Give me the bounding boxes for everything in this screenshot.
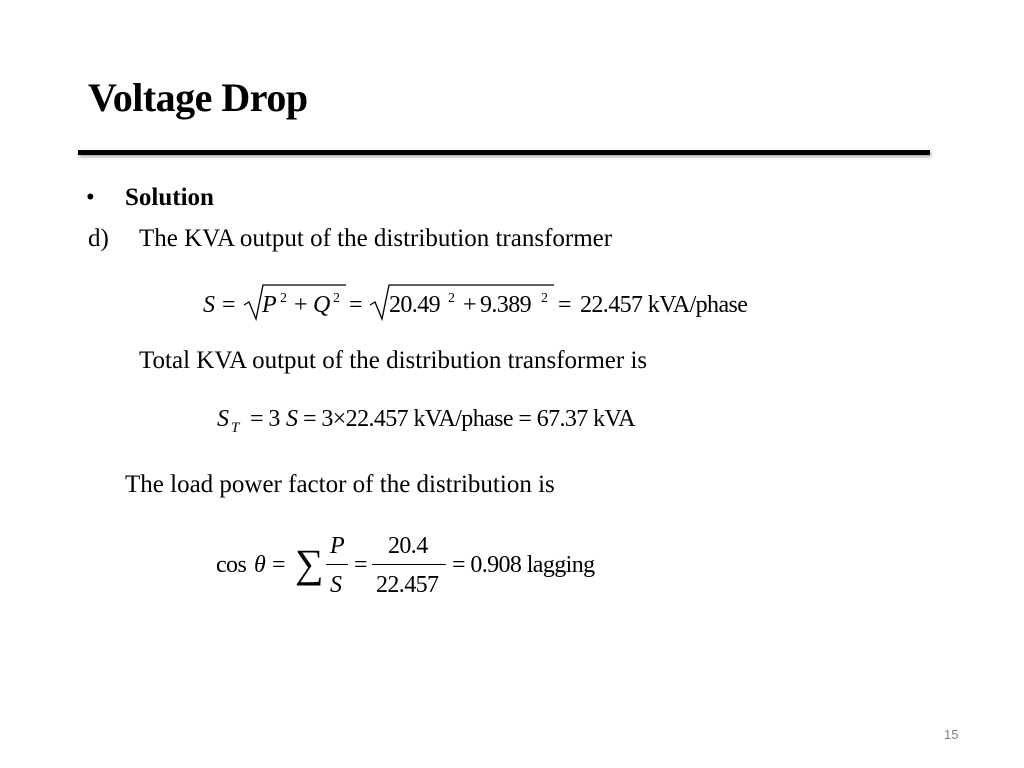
item-marker-d: d): [88, 225, 109, 252]
eq1-lhs: S: [203, 292, 215, 318]
eq1-value-1: 20.49: [389, 292, 441, 318]
fraction-denominator-value: 22.457: [376, 572, 439, 598]
eq1-exp-v1: 2: [448, 291, 455, 306]
eq1-Q: Q: [313, 292, 330, 318]
slide-title: Voltage Drop: [88, 75, 308, 120]
fraction-bar-1: [326, 564, 348, 565]
power-factor-text: The load power factor of the distribution is: [125, 471, 555, 498]
eq3-cos: cos: [216, 552, 247, 578]
sigma-symbol: ∑: [295, 541, 323, 586]
title-divider: [78, 150, 930, 155]
eq3-theta: θ: [254, 552, 266, 578]
bullet-dot: •: [86, 184, 95, 211]
eq3-equals-a: =: [272, 552, 285, 578]
eq1-value-2: 9.389: [480, 292, 532, 318]
fraction-denominator-S: S: [330, 572, 342, 598]
fraction-bar-2: [372, 564, 446, 565]
eq1-plus-2: +: [463, 292, 476, 318]
item-d-text: The KVA output of the distribution transformer: [139, 225, 613, 252]
eq1-plus: +: [294, 292, 307, 318]
total-kva-text: Total KVA output of the distribution transformer is: [139, 347, 648, 374]
solution-heading: Solution: [125, 184, 214, 211]
fraction-numerator-value: 20.4: [388, 533, 428, 559]
eq1-equals-c: =: [558, 292, 571, 318]
eq3-equals-b: =: [354, 552, 367, 578]
eq1-equals-a: =: [222, 292, 235, 318]
eq3-result: = 0.908 lagging: [452, 552, 595, 578]
eq1-exp-p: 2: [280, 291, 287, 306]
eq2-S2: S: [286, 406, 298, 432]
eq2-equals-3: = 3: [250, 406, 280, 432]
page-number: 15: [944, 727, 959, 742]
eq2-subscript-T: T: [231, 420, 239, 436]
eq1-P: P: [262, 292, 277, 318]
eq2-S: S: [217, 406, 229, 432]
eq1-equals-b: =: [349, 292, 362, 318]
eq1-exp-v2: 2: [541, 291, 548, 306]
eq1-result: 22.457 kVA/phase: [580, 292, 748, 318]
eq1-exp-q: 2: [333, 291, 340, 306]
fraction-numerator-P: P: [330, 533, 345, 559]
eq2-tail: = 3×22.457 kVA/phase = 67.37 kVA: [303, 406, 635, 432]
